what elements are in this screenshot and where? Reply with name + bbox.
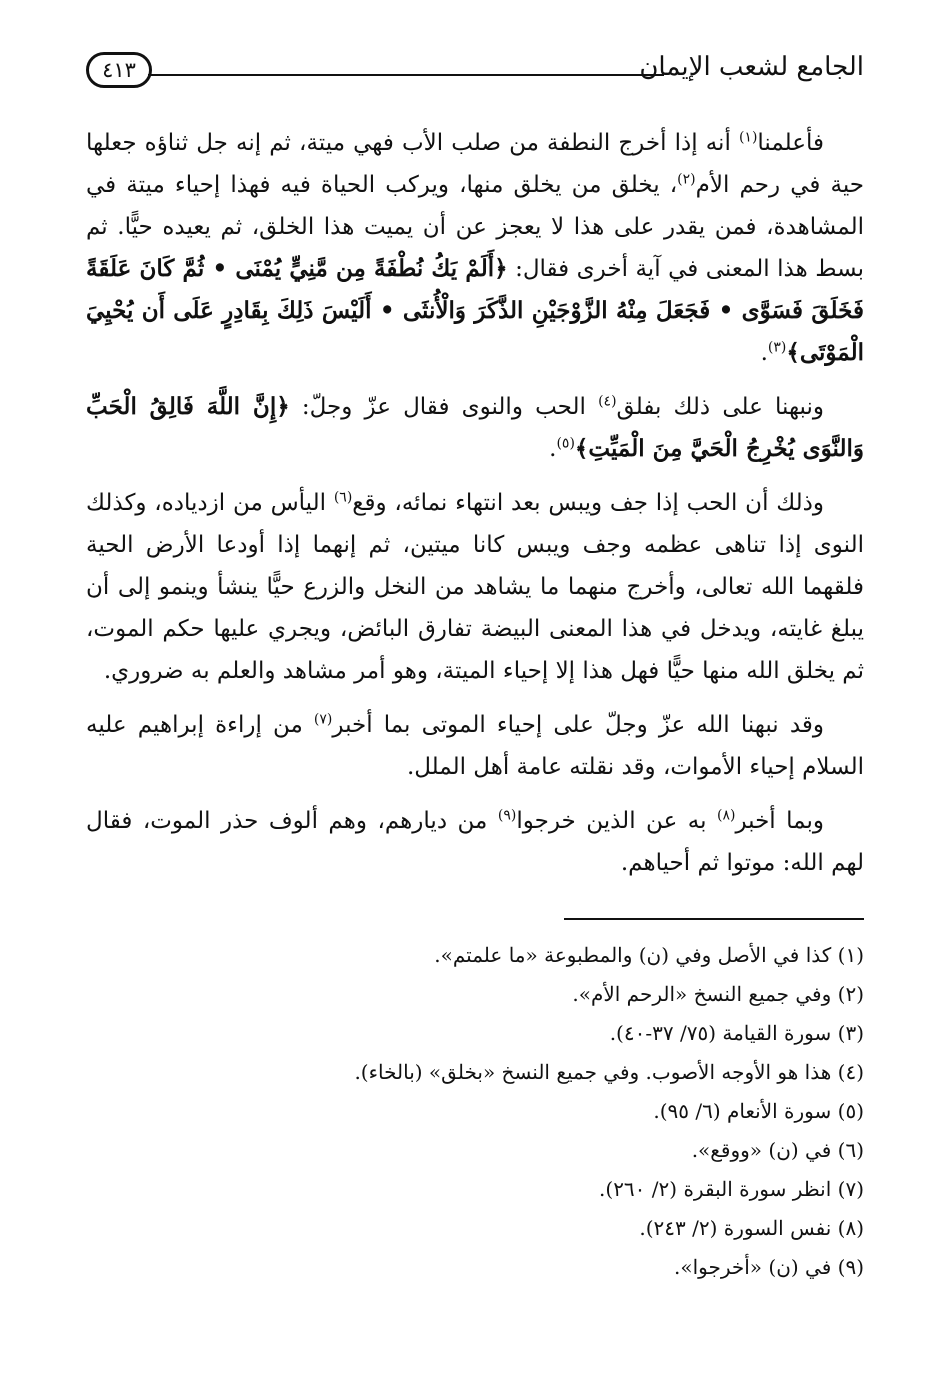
footnote-item: (١) كذا في الأصل وفي (ن) والمطبوعة «ما علمتم». [434, 943, 864, 967]
footnote-ref: (٤) [598, 393, 617, 410]
quran-verse: ﴿إِنَّ اللَّهَ فَالِقُ الْحَبِّ وَالنَّوَى يُخْرِجُ الْحَيَّ مِنَ الْمَيِّتِ﴾ [86, 393, 864, 462]
paragraph [86, 386, 864, 470]
header-rule [148, 74, 664, 76]
footnote-ref: (٩) [497, 807, 517, 824]
footnote-item: (٧) انظر سورة البقرة (٢/ ٢٦٠). [599, 1177, 864, 1201]
paragraph-text: من إراءة إبراهيم عليه السلام إحياء الأموات، وقد نقلته عامة أهل الملل. [86, 712, 864, 780]
paragraph-text: وذلك أن الحب إذا جف ويبس بعد انتهاء نمائه، وقع [352, 490, 824, 516]
footnote-ref: (٣) [767, 339, 787, 356]
footnote-item: (٢) وفي جميع النسخ «الرحم الأم». [572, 982, 864, 1006]
footnote-ref: (٨) [716, 807, 736, 824]
footnote-ref: (٦) [333, 489, 353, 506]
paragraph-text: فأعلمنا [757, 130, 824, 156]
paragraph-text: الحب والنوى فقال عزّ وجلّ: [289, 394, 599, 420]
running-title: الجامع لشعب الإيمان [639, 52, 864, 82]
main-text [86, 122, 864, 896]
paragraph-text: وبما أخبر [735, 808, 824, 834]
paragraph [86, 482, 864, 692]
footnote-item: (٣) سورة القيامة (٧٥/ ٣٧-٤٠). [609, 1021, 864, 1045]
paragraph-text: أنه إذا أخرج النطفة من صلب الأب فهي ميتة، ثم إنه جل ثناؤه جعلها حية في رحم الأم [86, 130, 864, 198]
footnote-item: (٤) هذا هو الأوجه الأصوب. وفي جميع النسخ «بخلق» (بالخاء). [354, 1060, 864, 1084]
footnote-item: (٨) نفس السورة (٢/ ٢٤٣). [639, 1216, 864, 1240]
footnote-ref: (٢) [677, 171, 696, 188]
footnote-separator [564, 918, 864, 920]
footnote-item: (٩) في (ن) «أخرجوا». [674, 1255, 864, 1279]
paragraph-text: . [760, 340, 768, 366]
paragraph [86, 800, 864, 884]
footnotes [86, 936, 864, 1287]
paragraph-text: به عن الذين خرجوا [516, 808, 717, 834]
quran-verse: ﴿أَلَمْ يَكُ نُطْفَةً مِن مَّنِيٍّ يُمْنَى • ثُمَّ كَانَ عَلَقَةً فَخَلَقَ فَسَوَّى • فَجَعَلَ مِنْهُ الزَّوْجَيْنِ الذَّكَرَ وَالْأُنثَى • أَلَيْسَ ذَلِكَ بِقَادِرٍ عَلَى أَن يُحْيِيَ الْمَوْتَى﴾ [86, 255, 864, 366]
footnote-ref: (٧) [313, 711, 333, 728]
paragraph-text: . [549, 436, 557, 462]
footnote-item: (٦) في (ن) «ووقع». [691, 1138, 864, 1162]
paragraph [86, 704, 864, 788]
paragraph-text: اليأس من ازدياده، وكذلك النوى إذا تناهى عظمه وجف ويبس كانا ميتين، ثم إنهما إذا أودعا الأرض الحية فلقهما الله تعالى، وأخرج منهما ما يشاهد من النخل والزرع حيًّا ينشأ وينمو إلى أن يبلغ غايته، ويدخل في هذا المعنى البيضة تفارق البائض، ويجري عليها حكم الموت، ثم يخلق الله منها حيًّا فهل هذا إلا إحياء الميتة، وهو أمر مشاهد والعلم به ضروري. [86, 490, 864, 684]
footnote-item: (٥) سورة الأنعام (٦/ ٩٥). [653, 1099, 864, 1123]
paragraph-text: وقد نبهنا الله عزّ وجلّ على إحياء الموتى بما أخبر [332, 712, 824, 738]
footnote-ref: (٥) [556, 435, 575, 452]
paragraph-text: من ديارهم، وهم ألوف حذر الموت، فقال لهم الله: موتوا ثم أحياهم. [86, 808, 864, 876]
paragraph-text: ونبهنا على ذلك بفلق [616, 394, 824, 420]
paragraph-text: ، يخلق من يخلق منها، ويركب الحياة فيه فهذا إحياء ميتة في المشاهدة، فمن يقدر على هذا لا يعجز عن أن يميت هذا الخلق، ثم يعيده حيًّا. ثم بسط هذا المعنى في آية أخرى فقال: [86, 172, 864, 282]
page-number: ٤١٣ [86, 52, 152, 88]
page-header [86, 48, 864, 98]
paragraph [86, 122, 864, 374]
footnote-ref: (١) [738, 129, 758, 146]
